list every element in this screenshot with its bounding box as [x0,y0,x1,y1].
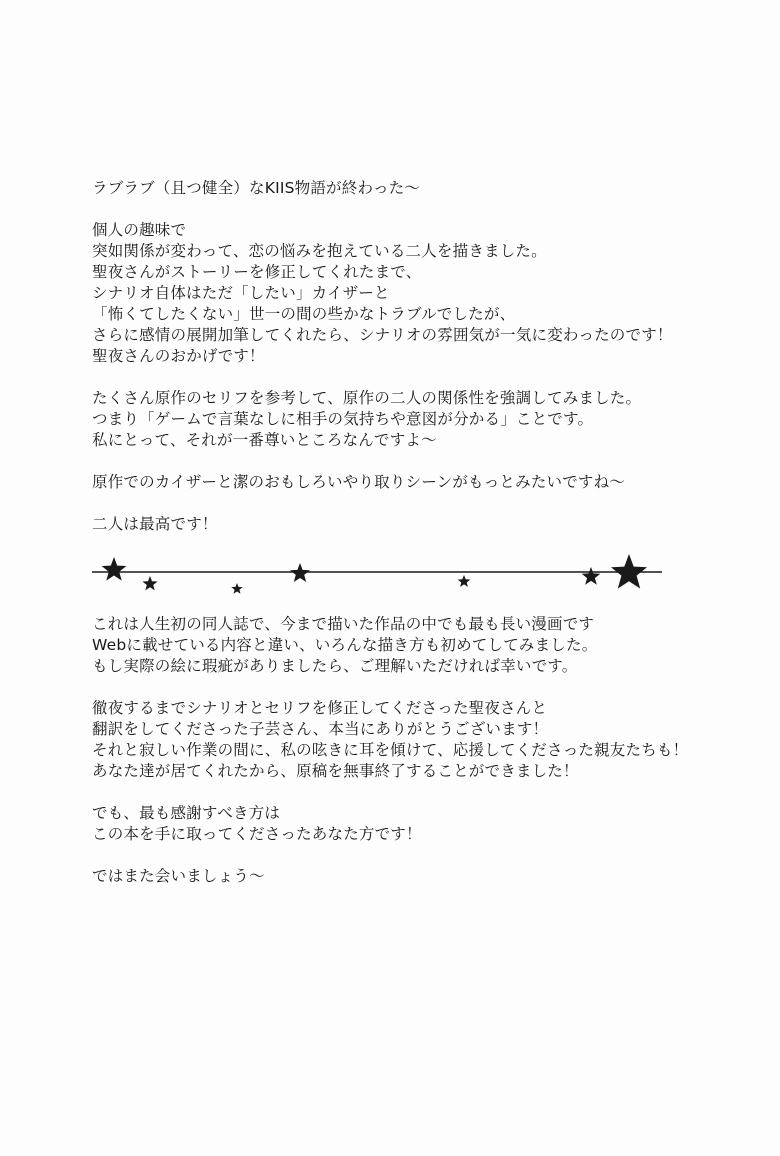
text-line: 個人の趣味で [92,221,187,239]
text-line: でも、最も感謝すべき方は [92,804,281,822]
text-line: 二人は最高です！ [92,515,218,533]
star-icon [290,563,310,582]
blank-line [92,782,752,803]
star-icon [611,554,647,589]
text-line: この本を手に取ってくださったあなた方です！ [92,825,422,843]
afterword-bottom-section [92,614,752,887]
text-line: もし実際の絵に瑕疵がありましたら、ご理解いただければ幸いです。 [92,657,578,675]
text-line: Webに載せている内容と違い、いろんな描き方も初めてしてみました。 [92,636,598,654]
text-line: つまり「ゲームで言葉なしに相手の気持ちや意図が分かる」ことです。 [92,410,594,428]
text-line: ではまた会いましょう～ [92,867,265,885]
text-line: 聖夜さんのおかげです！ [92,347,265,365]
text-line: さらに感情の展開加筆してくれたら、シナリオの雰囲気が一気に変わったのです！ [92,326,673,344]
afterword-top-section [92,178,752,535]
blank-line [92,199,752,220]
text-line: 原作でのカイザーと潔のおもしろいやり取りシーンがもっとみたいですね～ [92,473,626,491]
text-line: それと寂しい作業の間に、私の呟きに耳を傾けて、応援してくださった親友たちも！ [92,741,689,759]
text-line: 私にとって、それが一番尊いところなんですよ～ [92,431,437,449]
text-line: 翻訳をしてくださった子芸さん、本当にありがとうございます！ [92,720,549,738]
star-icon [582,567,601,585]
blank-line [92,845,752,866]
star-icon [142,576,157,590]
star-icon [458,575,471,587]
star-line-icon [90,548,670,596]
text-line: 徹夜するまでシナリオとセリフを修正してくださった聖夜さんと [92,699,548,717]
text-line: 「怖くてしたくない」世一の間の些かなトラブルでしたが、 [92,305,516,323]
blank-line [92,677,752,698]
star-icon [102,557,127,581]
star-icon [231,583,242,594]
text-line: シナリオ自体はただ「したい」カイザーと [92,284,390,302]
text-line: 突如関係が変わって、恋の悩みを抱えている二人を描きました。 [92,242,547,260]
text-line: あなた達が居てくれたから、原稿を無事終了することができました！ [92,762,579,780]
blank-line [92,367,752,388]
text-line: これは人生初の同人誌で、今まで描いた作品の中でも最も長い漫画です [92,615,595,633]
blank-line [92,451,752,472]
blank-line [92,493,752,514]
text-line: 聖夜さんがストーリーを修正してくれたまで、 [92,263,422,281]
text-line: たくさん原作のセリフを参考して、原作の二人の関係性を強調してみました。 [92,389,642,407]
text-line: ラブラブ（且つ健全）なKIIS物語が終わった～ [92,179,421,197]
